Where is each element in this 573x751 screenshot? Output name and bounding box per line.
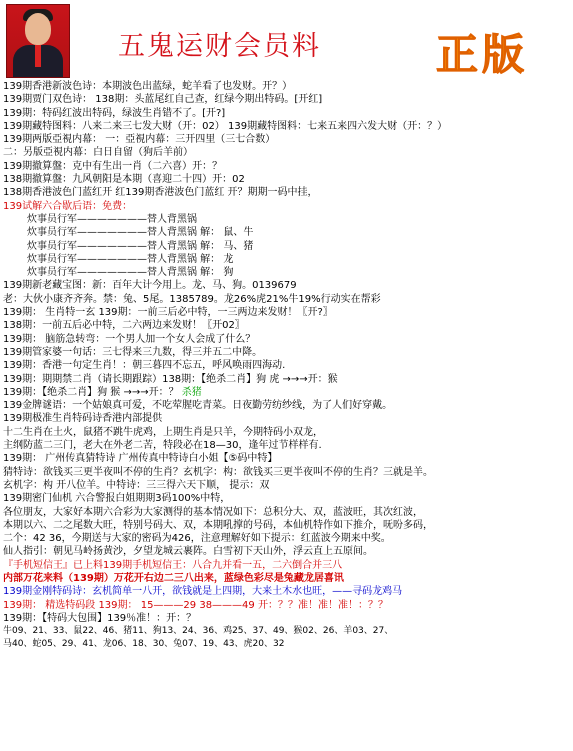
line-03: 139期：特码红波出特码，绿波生肖错不了。[开?] xyxy=(3,107,226,119)
line-08: 138期撤算盤：九风朝阳是本期（喜迎二十四）开：02 xyxy=(3,174,245,186)
line-23: 139期：期期禁二肖（请长期跟踪）138期：【绝杀二肖】狗 虎 →→→开：猴 xyxy=(3,373,338,385)
photo-face xyxy=(25,13,51,45)
line-13: 炊事员行军———————替人背黑锅 解： 马、猪 xyxy=(27,240,254,252)
line-26: 139期极准生肖特码诗香港内部提供 xyxy=(3,413,163,425)
line-15: 炊事员行军———————替人背黑锅 解： 狗 xyxy=(27,267,234,279)
line-04: 139期藏特图料：八来二来三七发大财（开：02） 139期藏特图料：七来五来四六发大财（开：？） xyxy=(3,120,448,132)
line-19: 138期：一前五后必中特，二六两边来发财！〖开02〗 xyxy=(3,320,245,332)
line-28: 主纲防蓝二三门，老大在外老二苦，特段必在18—30，逢年过节样样有. xyxy=(3,440,322,452)
line-06: 二：另版亞視内幕：白日自留（狗后羊前） xyxy=(3,147,193,159)
line-34: 本期以六、二之尾数大旺，特别号码大、双，本期吼撑的号码，本仙机特作如下推介，呒吩多码， xyxy=(3,519,433,531)
line-01: 139期香港新波色诗：本期波色出蓝绿，蛇羊看了也发财。开？） xyxy=(3,81,293,92)
line-31: 玄机字：构 开八位羊。中特诗：三三得六天下顺， 提示：双 xyxy=(3,479,270,491)
line-43: 马40、蛇05、29、41、龙06、18、30、兔07、19、43、虎20、32 xyxy=(3,639,285,650)
line-22: 139期：香港一句定生肖！：朝三暮四不忘五，呼风唤雨四海动. xyxy=(3,360,286,372)
line-24-text: 139期：【绝杀二肖】狗 猴 →→→开：？ xyxy=(3,386,182,398)
line-11: 炊事员行军———————替人背黑锅 xyxy=(27,213,197,225)
line-40: 139期： 精选特码段 139期： 15———29 38———49 开：？？准！准！准！：？？ xyxy=(3,599,388,611)
line-38: 内部万花来料（139期）万花开右边二三八出来，蓝绿色彩尽是兔藏龙居喜讯 xyxy=(3,572,344,584)
line-05: 139期两版亞視内幕： 一：亞視内幕：三开四里（三七合数） xyxy=(3,134,276,146)
genuine-badge: 正版 xyxy=(436,30,529,79)
line-12: 炊事员行军———————替人背黑锅 解： 鼠、牛 xyxy=(27,227,254,239)
line-07: 139期撤算盤：克中有生出一肖（二六喜）开：？ xyxy=(3,160,223,172)
line-35: 二个：42 36，今期送与大家的密码为426，注意理解好如下提示：红蓝波今期来中奖。 xyxy=(3,533,391,545)
line-27: 十二生肖在土火，鼠猪不跳牛虎鸡，上期生肖是只羊，今期特码小双龙， xyxy=(3,426,323,438)
line-37: 『手机短信王』已上料139期手机短信王：八合九并看一五，二六倒合并三八 xyxy=(3,559,343,571)
line-39: 139期金刚特码诗：玄机简单一八开，欲钱就是上四期，大来土木水也旺，——寻码龙鸡马 xyxy=(3,586,403,598)
line-36: 仙人指引：朝见马岭扬黄沙，夕望龙城云裹阵。白雪初下天山外，浮云直上五原间。 xyxy=(3,546,373,558)
line-42: 牛09、21、33、鼠22、46、猪11、狗13、24、36、鸡25、37、49、猴02、26、羊03、27、 xyxy=(3,626,394,637)
line-32: 139期密门仙机 六合警报白姐期期3码100%中特， xyxy=(3,493,231,505)
line-29: 139期： 广州传真猜特诗 广州传真中特诗白小姐【⑤码中特】 xyxy=(3,453,278,465)
line-09: 138期香港波色门蓝红开 红139期香港波色门蓝红 开？期期一码中挂， xyxy=(3,187,318,199)
line-17: 老：大伙小康齐齐奔。禁：兔、5尾。1385789。龙26%虎21%牛19%行动实在帮彩 xyxy=(3,293,381,305)
line-14: 炊事员行军———————替人背黑锅 解： 龙 xyxy=(27,253,234,265)
line-10: 139试解六合歇后语：免费： xyxy=(3,200,133,212)
line-18: 139期： 生肖特一玄 139期：一前三后必中特，一三两边来发财！〖开?〗 xyxy=(3,307,333,319)
photo-tie xyxy=(35,45,41,67)
line-16: 139期新老藏宝图：新：百年大计今用上。龙、马、狗。0139679 xyxy=(3,280,297,292)
killed-tag: 杀猪 xyxy=(181,386,202,398)
line-24 xyxy=(3,386,571,399)
site-title: 五鬼运财会员料 xyxy=(118,31,321,62)
line-30: 猜特诗：欲钱买三更半夜叫不停的生肖？玄机字：构：欲钱买三更半夜叫不停的生肖？三就是羊。 xyxy=(3,466,433,478)
line-20: 139期： 脑筋急转弯：一个男人加一个女人会成了什么？ xyxy=(3,333,256,345)
line-02: 139期贾门双色诗： 138期：头蓝尾红自己查，红绿今期出特码。[开红] xyxy=(3,94,323,106)
line-41: 139期：【特码大包围】139％准！：开：？ xyxy=(3,612,197,624)
content-body xyxy=(3,80,571,652)
line-33: 各位朋友，大家好本期六合彩为大家测得的基本情况如下：总积分大、双，蓝波旺，其次红波， xyxy=(3,506,423,518)
presenter-photo xyxy=(6,4,70,78)
line-25: 139金牌谜语：一个姑娘真可爱，不吃荤腥吃青菜。日夜勤劳纺纱线，为了人们好穿戴。 xyxy=(3,400,393,412)
photo-caption xyxy=(7,67,69,77)
line-21: 139期管家婆一句话：三七得来三九数，得三并五二中降。 xyxy=(3,346,263,358)
header xyxy=(0,0,573,90)
